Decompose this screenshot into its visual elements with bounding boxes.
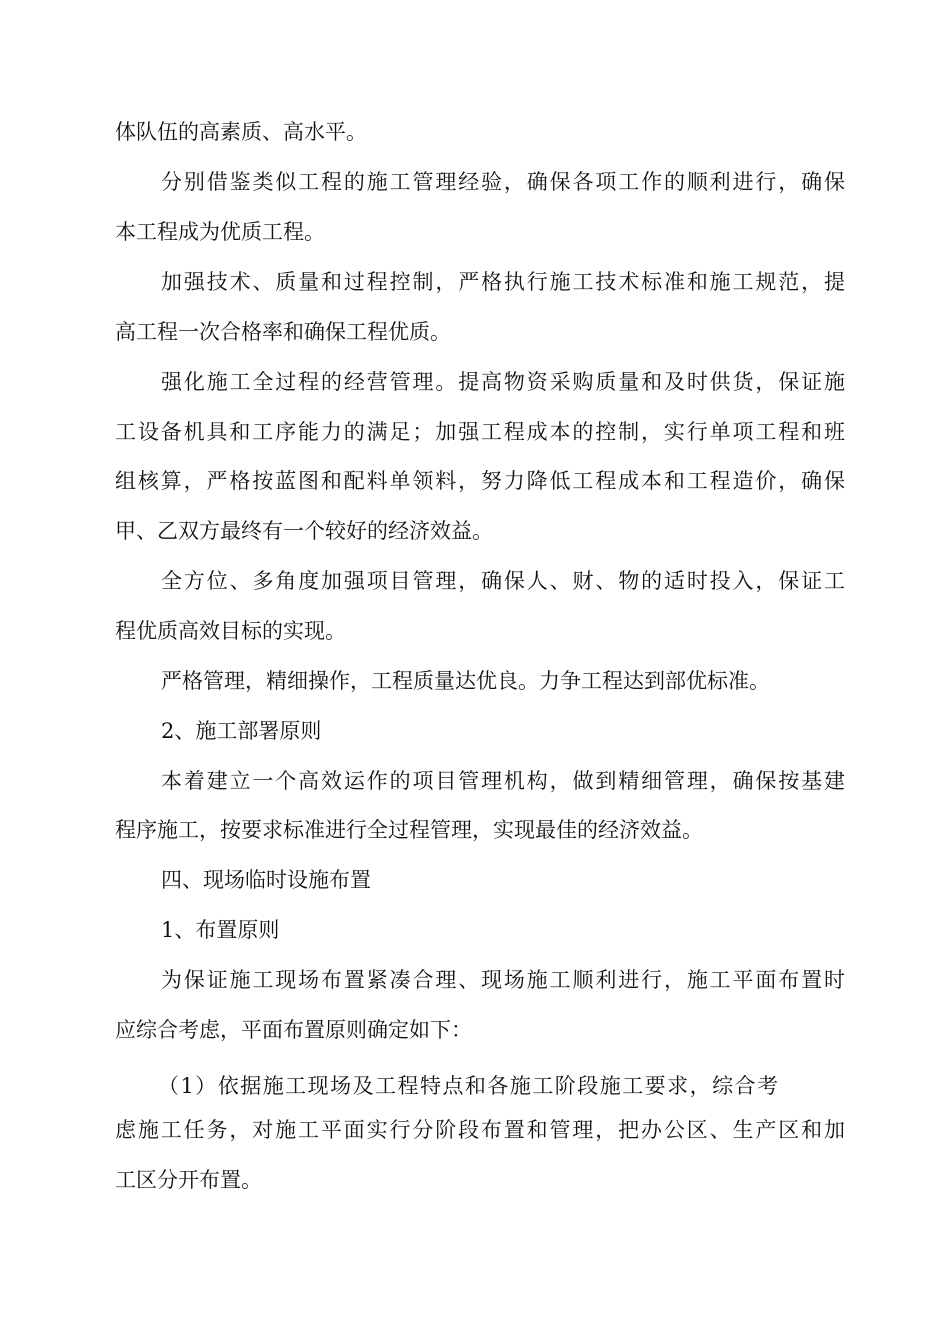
text-line: 高工程一次合格率和确保工程优质。 [115,320,451,344]
section-heading: 1、布置原则 [161,918,280,942]
text-line: 工区分开布置。 [115,1168,262,1192]
text-line: 体队伍的高素质、高水平。 [115,120,367,144]
text-line: 程序施工，按要求标准进行全过程管理，实现最佳的经济效益。 [115,818,703,842]
paragraph-line: 全方位、多角度加强项目管理，确保人、财、物的适时投入，保证工 [161,569,845,593]
paragraph-line: 加强技术、质量和过程控制，严格执行施工技术标准和施工规范，提 [161,270,845,294]
text-line: 应综合考虑，平面布置原则确定如下： [115,1018,472,1042]
text-line: 工设备机具和工序能力的满足；加强工程成本的控制，实行单项工程和班 [115,420,845,444]
paragraph-line: 本着建立一个高效运作的项目管理机构，做到精细管理，确保按基建 [161,769,845,793]
list-item-line: （1）依据施工现场及工程特点和各施工阶段施工要求，综合考 [158,1074,778,1098]
paragraph-line: 分别借鉴类似工程的施工管理经验，确保各项工作的顺利进行，确保 [161,170,845,194]
text-line: 程优质高效目标的实现。 [115,619,346,643]
text-line: 组核算，严格按蓝图和配料单领料，努力降低工程成本和工程造价，确保 [115,469,845,493]
text-line: 甲、乙双方最终有一个较好的经济效益。 [115,519,493,543]
section-heading: 2、施工部署原则 [161,719,322,743]
text-line: 本工程成为优质工程。 [115,220,325,244]
paragraph-line: 严格管理，精细操作，工程质量达优良。力争工程达到部优标准。 [161,669,770,693]
section-heading: 四、现场临时设施布置 [161,868,371,892]
paragraph-line: 强化施工全过程的经营管理。提高物资采购质量和及时供货，保证施 [161,370,845,394]
paragraph-line: 为保证施工现场布置紧凑合理、现场施工顺利进行，施工平面布置时 [161,968,845,992]
text-line: 虑施工任务，对施工平面实行分阶段布置和管理，把办公区、生产区和加 [115,1118,845,1142]
